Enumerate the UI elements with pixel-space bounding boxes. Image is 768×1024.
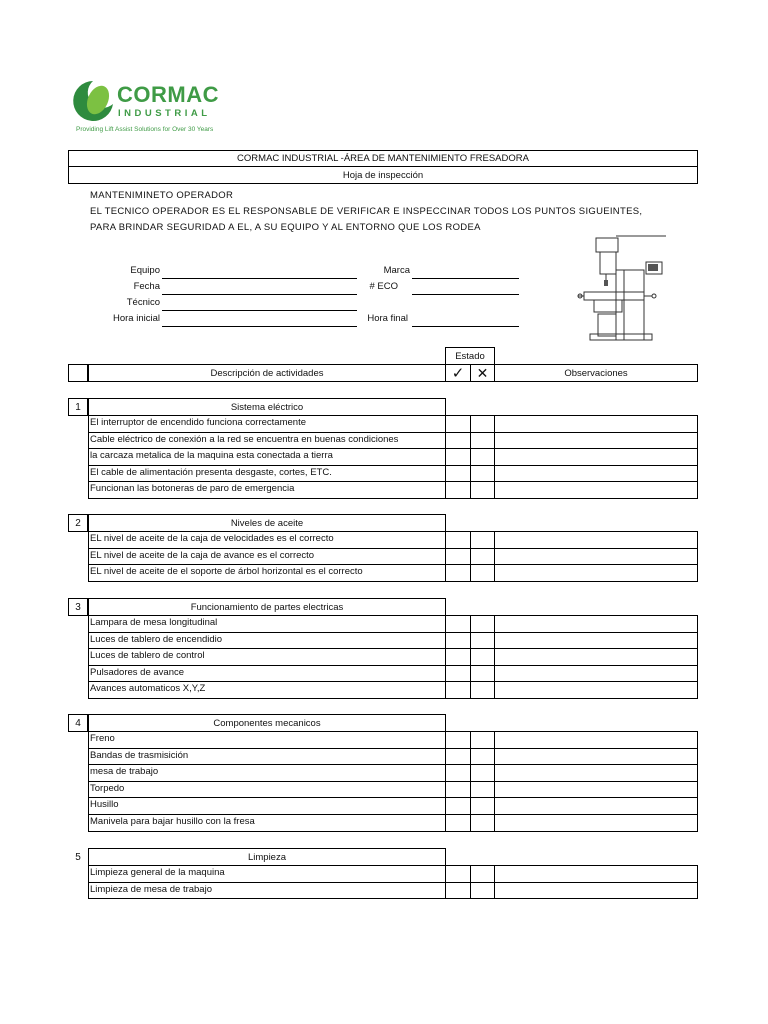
hora-final-field[interactable] <box>412 326 519 327</box>
activity-description: Lampara de mesa longitudinal <box>90 617 218 628</box>
ok-checkbox[interactable] <box>445 681 471 699</box>
logo-name: CORMAC <box>117 82 219 107</box>
observaciones-field[interactable] <box>494 448 698 466</box>
no-checkbox[interactable] <box>470 681 495 699</box>
section-title: Limpieza <box>88 848 446 866</box>
ok-checkbox[interactable] <box>445 781 471 799</box>
section-number: 1 <box>68 398 88 416</box>
marca-field[interactable] <box>412 278 519 279</box>
ok-checkbox[interactable] <box>445 865 471 883</box>
ok-checkbox[interactable] <box>445 882 471 900</box>
activity-description: Funcionan las botoneras de paro de emergencia <box>90 483 295 495</box>
observaciones-field[interactable] <box>494 564 698 582</box>
ok-checkbox[interactable] <box>445 632 471 650</box>
label-eco: # ECO <box>369 281 398 292</box>
row-description-cell <box>88 797 446 815</box>
ok-checkbox[interactable] <box>445 665 471 683</box>
observaciones-field[interactable] <box>494 548 698 566</box>
label-tecnico: Técnico <box>126 297 160 308</box>
company-logo <box>70 78 230 138</box>
label-hora-final: Hora final <box>367 313 408 324</box>
milling-machine-illustration <box>576 234 668 342</box>
section-title: Sistema eléctrico <box>88 398 446 416</box>
intro-line-3: PARA BRINDAR SEGURIDAD A EL, A SU EQUIPO Y AL ENTORNO QUE LOS RODEA <box>90 222 481 233</box>
activity-description: mesa de trabajo <box>90 766 159 778</box>
label-fecha: Fecha <box>133 281 160 292</box>
ok-checkbox[interactable] <box>445 548 471 566</box>
fecha-field[interactable] <box>162 294 357 295</box>
ok-checkbox[interactable] <box>445 432 471 450</box>
activity-description: Limpieza de mesa de trabajo <box>90 883 212 895</box>
no-checkbox[interactable] <box>470 548 495 566</box>
no-checkbox[interactable] <box>470 665 495 683</box>
label-equipo: Equipo <box>130 265 160 276</box>
intro-line-2: EL TECNICO OPERADOR ES EL RESPONSABLE DE VERIFICAR E INSPECCINAR TODOS LOS PUNTOS SIGUEINTES, <box>90 206 643 217</box>
no-checkbox[interactable] <box>470 748 495 766</box>
ok-checkbox[interactable] <box>445 615 471 633</box>
label-marca: Marca <box>383 265 410 276</box>
activity-description: EL nivel de aceite de la caja de velocidades es el correcto <box>90 533 334 544</box>
no-checkbox[interactable] <box>470 632 495 650</box>
label-hora-inicial: Hora inicial <box>113 313 160 324</box>
observaciones-field[interactable] <box>494 781 698 799</box>
eco-field[interactable] <box>412 294 519 295</box>
activity-description: Pulsadores de avance <box>90 666 185 678</box>
estado-header: Estado <box>445 347 495 365</box>
equipo-field[interactable] <box>162 278 357 279</box>
no-checkbox[interactable] <box>470 615 495 633</box>
observaciones-field[interactable] <box>494 465 698 483</box>
observaciones-field[interactable] <box>494 415 698 433</box>
observaciones-field[interactable] <box>494 531 698 549</box>
no-checkbox[interactable] <box>470 564 495 582</box>
activity-description: Limpieza general de la maquina <box>90 867 225 878</box>
document-title: CORMAC INDUSTRIAL -ÁREA DE MANTENIMIENTO FRESADORA <box>68 150 698 167</box>
no-checkbox[interactable] <box>470 448 495 466</box>
observaciones-field[interactable] <box>494 814 698 832</box>
no-checkbox[interactable] <box>470 814 495 832</box>
no-checkbox[interactable] <box>470 797 495 815</box>
no-checkbox[interactable] <box>470 781 495 799</box>
activity-description: EL nivel de aceite de la caja de avance es el correcto <box>90 549 315 561</box>
logo-tagline: Providing Lift Assist Solutions for Over 30 Years <box>76 126 214 133</box>
section-number: 2 <box>68 514 88 532</box>
tecnico-field[interactable] <box>162 310 357 311</box>
activity-description: Luces de tablero de control <box>90 650 205 662</box>
section-number: 3 <box>68 598 88 616</box>
activity-description: El cable de alimentación presenta desgaste, cortes, ETC. <box>90 466 332 478</box>
observaciones-field[interactable] <box>494 665 698 683</box>
no-checkbox[interactable] <box>470 731 495 749</box>
ok-checkbox[interactable] <box>445 564 471 582</box>
section-number: 5 <box>75 851 81 863</box>
no-checkbox[interactable] <box>470 432 495 450</box>
section-number: 4 <box>68 714 88 732</box>
ok-checkbox[interactable] <box>445 648 471 666</box>
row-description-cell <box>88 731 446 749</box>
activity-description: El interruptor de encendido funciona correctamente <box>90 417 306 428</box>
ok-checkbox[interactable] <box>445 448 471 466</box>
section-title: Funcionamiento de partes electricas <box>88 598 446 616</box>
observaciones-field[interactable] <box>494 764 698 782</box>
ok-checkbox[interactable] <box>445 465 471 483</box>
observaciones-field[interactable] <box>494 432 698 450</box>
activity-description: Freno <box>90 733 115 744</box>
leaf-logo-icon <box>70 78 116 124</box>
intro-line-1: MANTENIMINETO OPERADOR <box>90 190 234 201</box>
ok-checkbox[interactable] <box>445 748 471 766</box>
ok-checkbox[interactable] <box>445 797 471 815</box>
activity-description: Bandas de trasmisición <box>90 749 189 761</box>
activity-description: Cable eléctrico de conexión a la red se encuentra en buenas condiciones <box>90 433 399 445</box>
no-checkbox[interactable] <box>470 531 495 549</box>
ok-header: ✓ <box>445 364 471 382</box>
no-checkbox[interactable] <box>470 465 495 483</box>
observaciones-field[interactable] <box>494 748 698 766</box>
observaciones-field[interactable] <box>494 731 698 749</box>
observaciones-field[interactable] <box>494 681 698 699</box>
observaciones-field[interactable] <box>494 615 698 633</box>
no-checkbox[interactable] <box>470 648 495 666</box>
ok-checkbox[interactable] <box>445 731 471 749</box>
observaciones-field[interactable] <box>494 632 698 650</box>
no-checkbox[interactable] <box>470 882 495 900</box>
activity-description: Avances automaticos X,Y,Z <box>90 683 206 695</box>
activity-description: Husillo <box>90 799 119 811</box>
ok-checkbox[interactable] <box>445 531 471 549</box>
descripcion-header: Descripción de actividades <box>88 364 446 382</box>
no-checkbox[interactable] <box>470 865 495 883</box>
ok-checkbox[interactable] <box>445 415 471 433</box>
hora-inicial-field[interactable] <box>162 326 357 327</box>
activity-description: EL nivel de aceite de el soporte de árbol horizontal es el correcto <box>90 566 363 578</box>
activity-description: Manivela para bajar husillo con la fresa <box>90 816 255 827</box>
section-title: Componentes mecanicos <box>88 714 446 732</box>
row-description-cell <box>88 781 446 799</box>
number-header-cell <box>68 364 88 382</box>
document-subtitle: Hoja de inspección <box>68 167 698 184</box>
ok-checkbox[interactable] <box>445 481 471 499</box>
observaciones-field[interactable] <box>494 797 698 815</box>
no-checkbox[interactable] <box>470 415 495 433</box>
ok-checkbox[interactable] <box>445 814 471 832</box>
no-header: ✕ <box>470 364 495 382</box>
ok-checkbox[interactable] <box>445 764 471 782</box>
observaciones-field[interactable] <box>494 882 698 900</box>
activity-description: Luces de tablero de encendidio <box>90 633 223 645</box>
observaciones-field[interactable] <box>494 481 698 499</box>
logo-sub: INDUSTRIAL <box>118 108 211 119</box>
observaciones-field[interactable] <box>494 648 698 666</box>
observaciones-header: Observaciones <box>494 364 698 382</box>
observaciones-field[interactable] <box>494 865 698 883</box>
no-checkbox[interactable] <box>470 764 495 782</box>
activity-description: Torpedo <box>90 782 125 794</box>
no-checkbox[interactable] <box>470 481 495 499</box>
section-title: Niveles de aceite <box>88 514 446 532</box>
activity-description: la carcaza metalica de la maquina esta conectada a tierra <box>90 450 333 462</box>
